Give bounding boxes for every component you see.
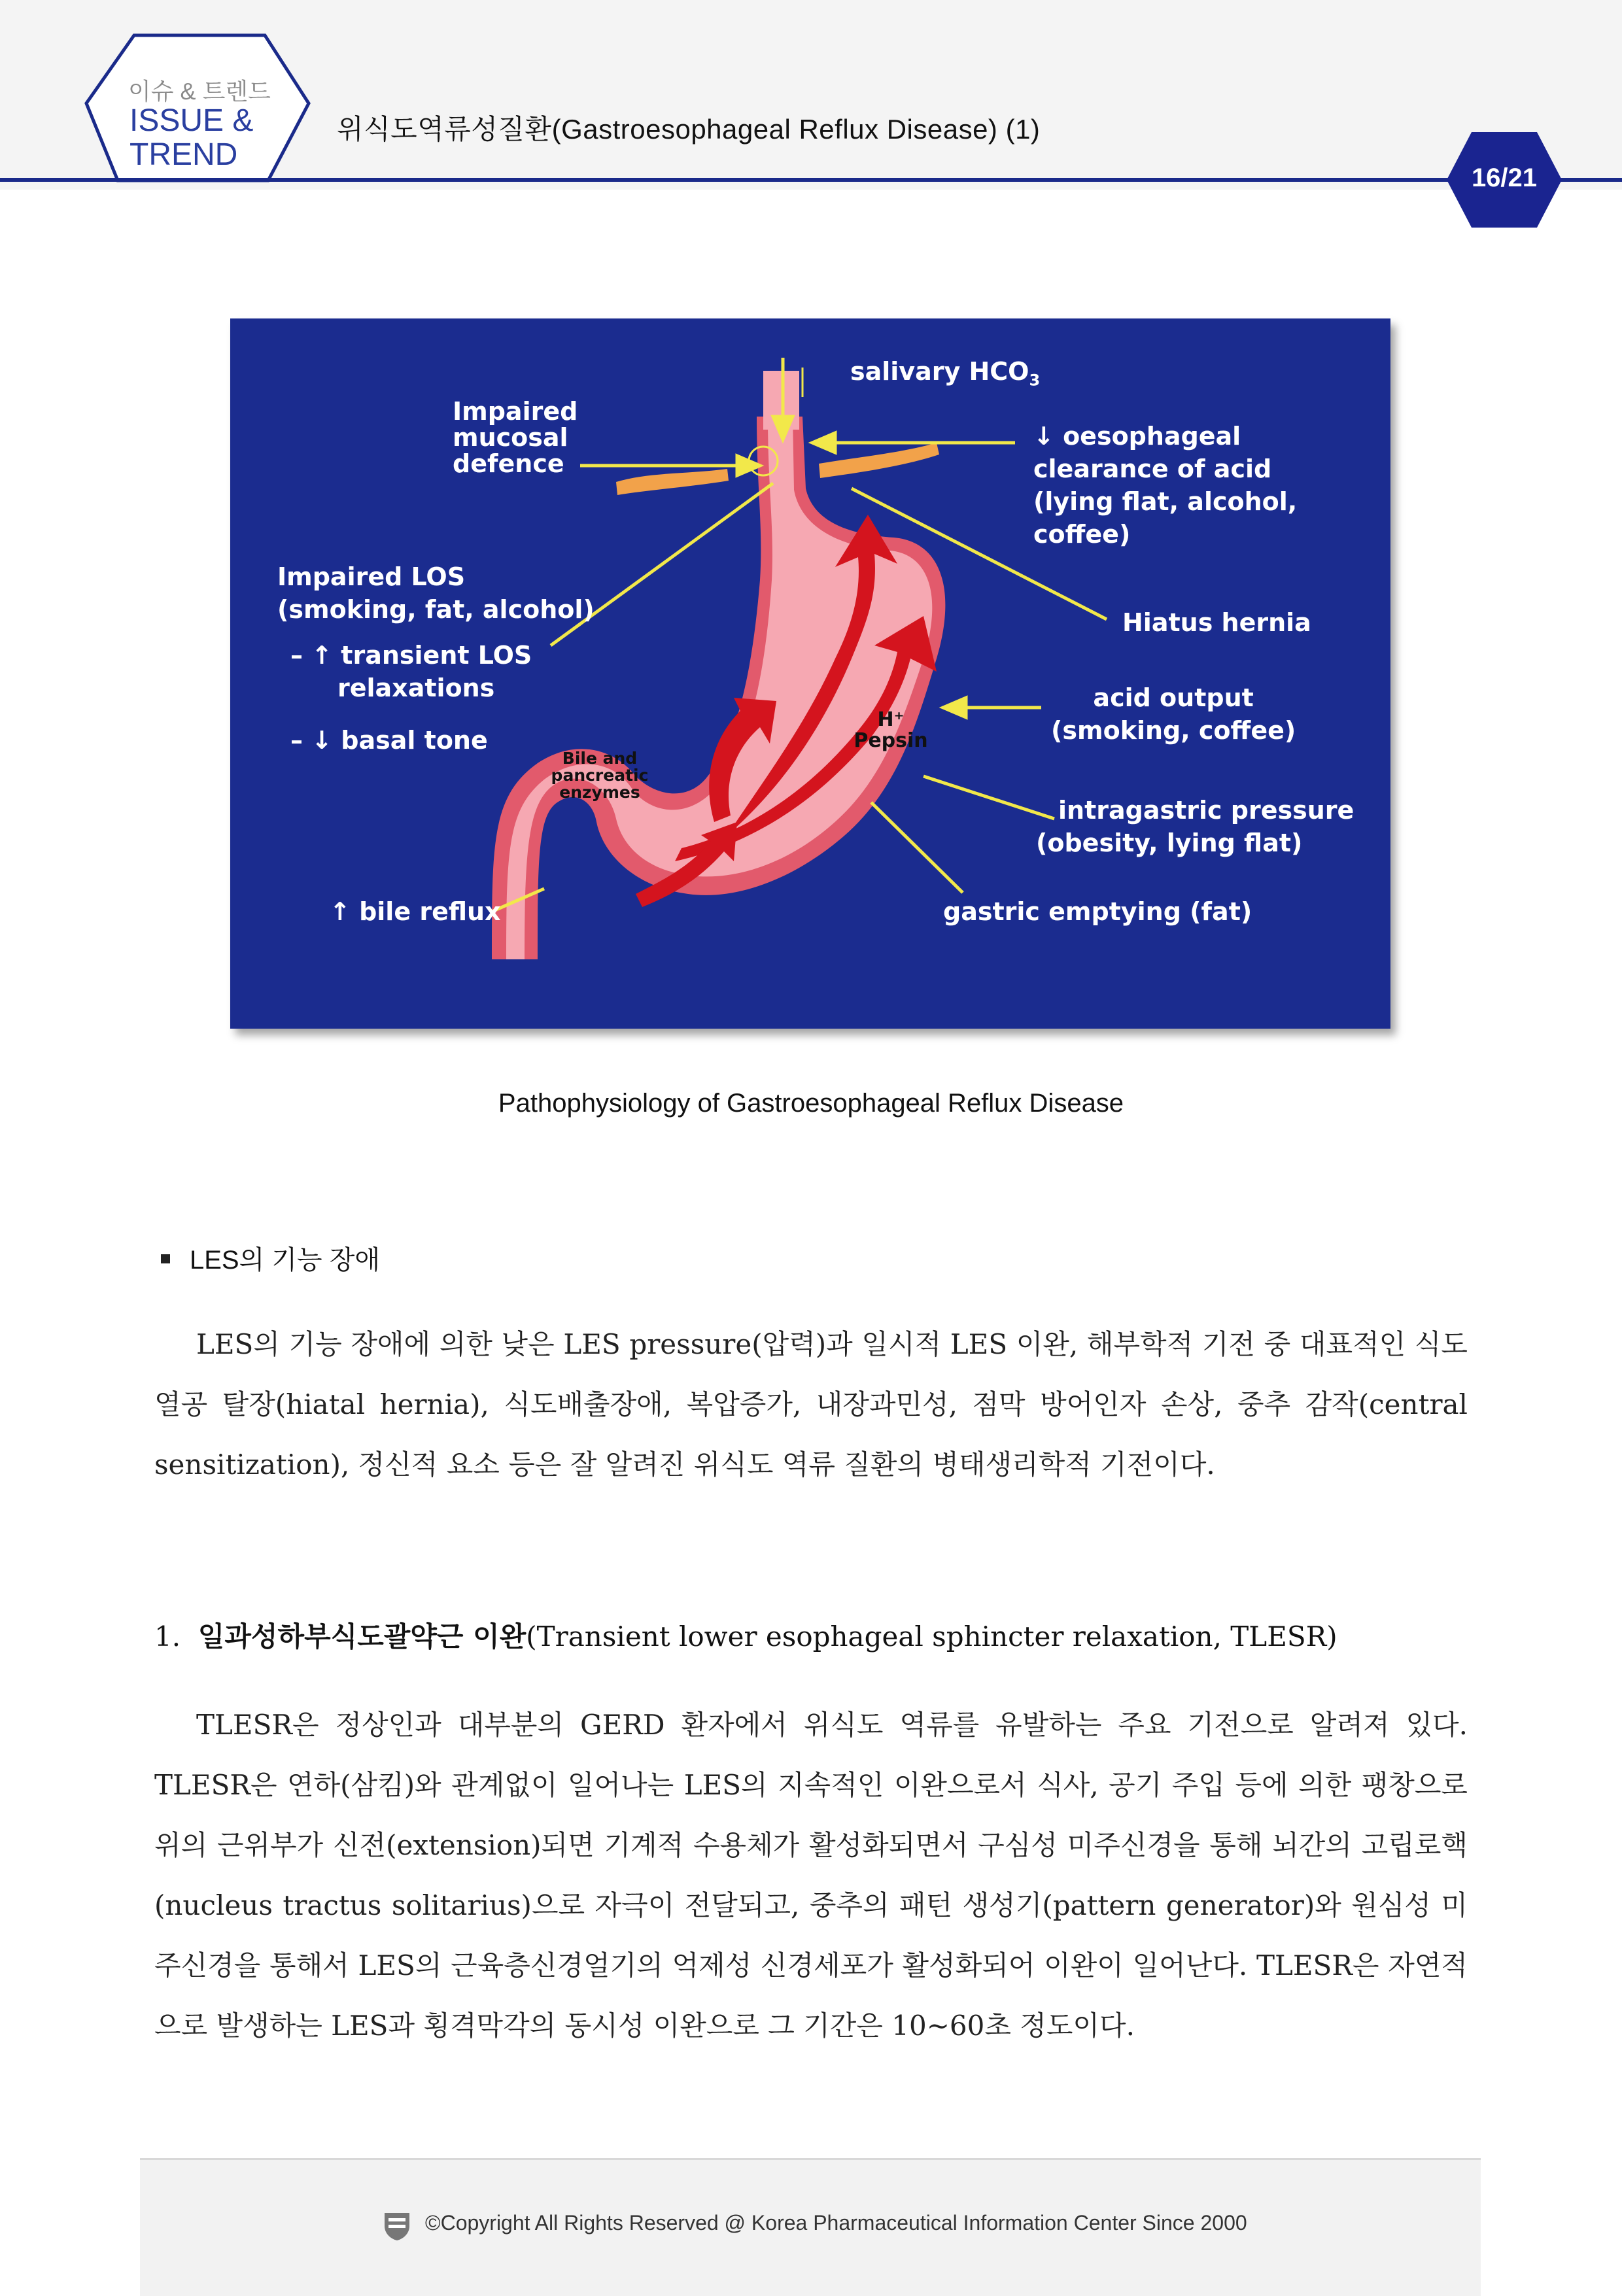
copyright-text: ©Copyright All Rights Reserved @ Korea Pharmaceutical Information Center Since 2000 [425,2211,1247,2235]
label-oesophageal-clearance: ↓ oesophageal clearance of acid (lying flat, alcohol, coffee) [1033,422,1298,549]
bullet-square [161,1254,170,1263]
label-transient-los: – ↑ transient LOS relaxations [290,641,532,702]
badge-english-line2: TREND [129,137,238,172]
page-number: 16/21 [1471,163,1538,192]
label-acid-output: acid output (smoking, coffee) [1051,683,1296,745]
figure-caption: Pathophysiology of Gastroesophageal Reflux Disease [498,1089,1124,1118]
badge-korean-label: 이슈 & 트렌드 [128,78,271,105]
header-divider [0,178,1622,182]
paragraph-tlesr: TLESR은 정상인과 대부분의 GERD 환자에서 위식도 역류를 유발하는 주요 기전으로 알려져 있다. TLESR은 연하(삼킴)와 관계없이 일어나는 LES의 지속적인 이완으로서 식사, 공기 주입 등에 의한 팽창으로 위의 근위부가 신전(extension)되면 기계적 수용체가 활성화되면서 구심성 미주신경을 통해 뇌간의 고립로핵(nucleus tractus solitarius)으로 자극이 전달되고, 중추의 패턴 생성기(pattern generator)와 원심성 미주신경을 통해서 LES의 근육층신경얼기의 억제성 신경세포가 활성화되어 이완이 일어난다. TLESR은 자연적으로 발생하는 LES과 횡격막각의 동시성 이완으로 그 기간은 10~60초 정도이다. [154,1709,1468,2042]
label-h-pepsin: H⁺ Pepsin [854,708,928,752]
label-bile-pancreatic-enzymes: Bile and pancreatic enzymes [551,749,649,802]
paragraph-les-dysfunction: LES의 기능 장애에 의한 낮은 LES pressure(압력)과 일시적 LES 이완, 해부학적 기전 중 대표적인 식도열공 탈장(hiatal hernia), 식도배출장애, 복압증가, 내장과민성, 점막 방어인자 손상, 중추 감작(central sensitization), 정신적 요소 등은 잘 알려진 위식도 역류 질환의 병태생리학적 기전이다. [154,1328,1468,1481]
label-impaired-los: Impaired LOS (smoking, fat, alcohol) [277,562,595,624]
document-title: 위식도역류성질환(Gastroesophageal Reflux Disease) (1) [337,114,1041,145]
badge-english-line1: ISSUE & [129,103,254,138]
label-basal-tone: – ↓ basal tone [290,726,488,755]
section-bullet-title: LES의 기능 장애 [161,1239,380,1277]
label-intragastric-pressure: intragastric pressure (obesity, lying flat) [1036,796,1355,857]
gerd-pathophysiology-figure [230,318,1390,1029]
label-salivary: salivary $HCO_3$ [850,357,1041,390]
label-gastric-emptying: gastric emptying (fat) [943,897,1252,926]
label-bile-reflux: ↑ bile reflux [330,897,501,926]
label-hiatus-hernia: Hiatus hernia [1122,608,1311,637]
label-impaired-mucosal-defence: Impaired mucosal defence [453,397,578,478]
kpic-logo-icon [382,2209,412,2242]
section-heading-tlesr: 1. 일과성하부식도괄약근 이완(Transient lower esophageal sphincter relaxation, TLESR) [154,1620,1337,1653]
